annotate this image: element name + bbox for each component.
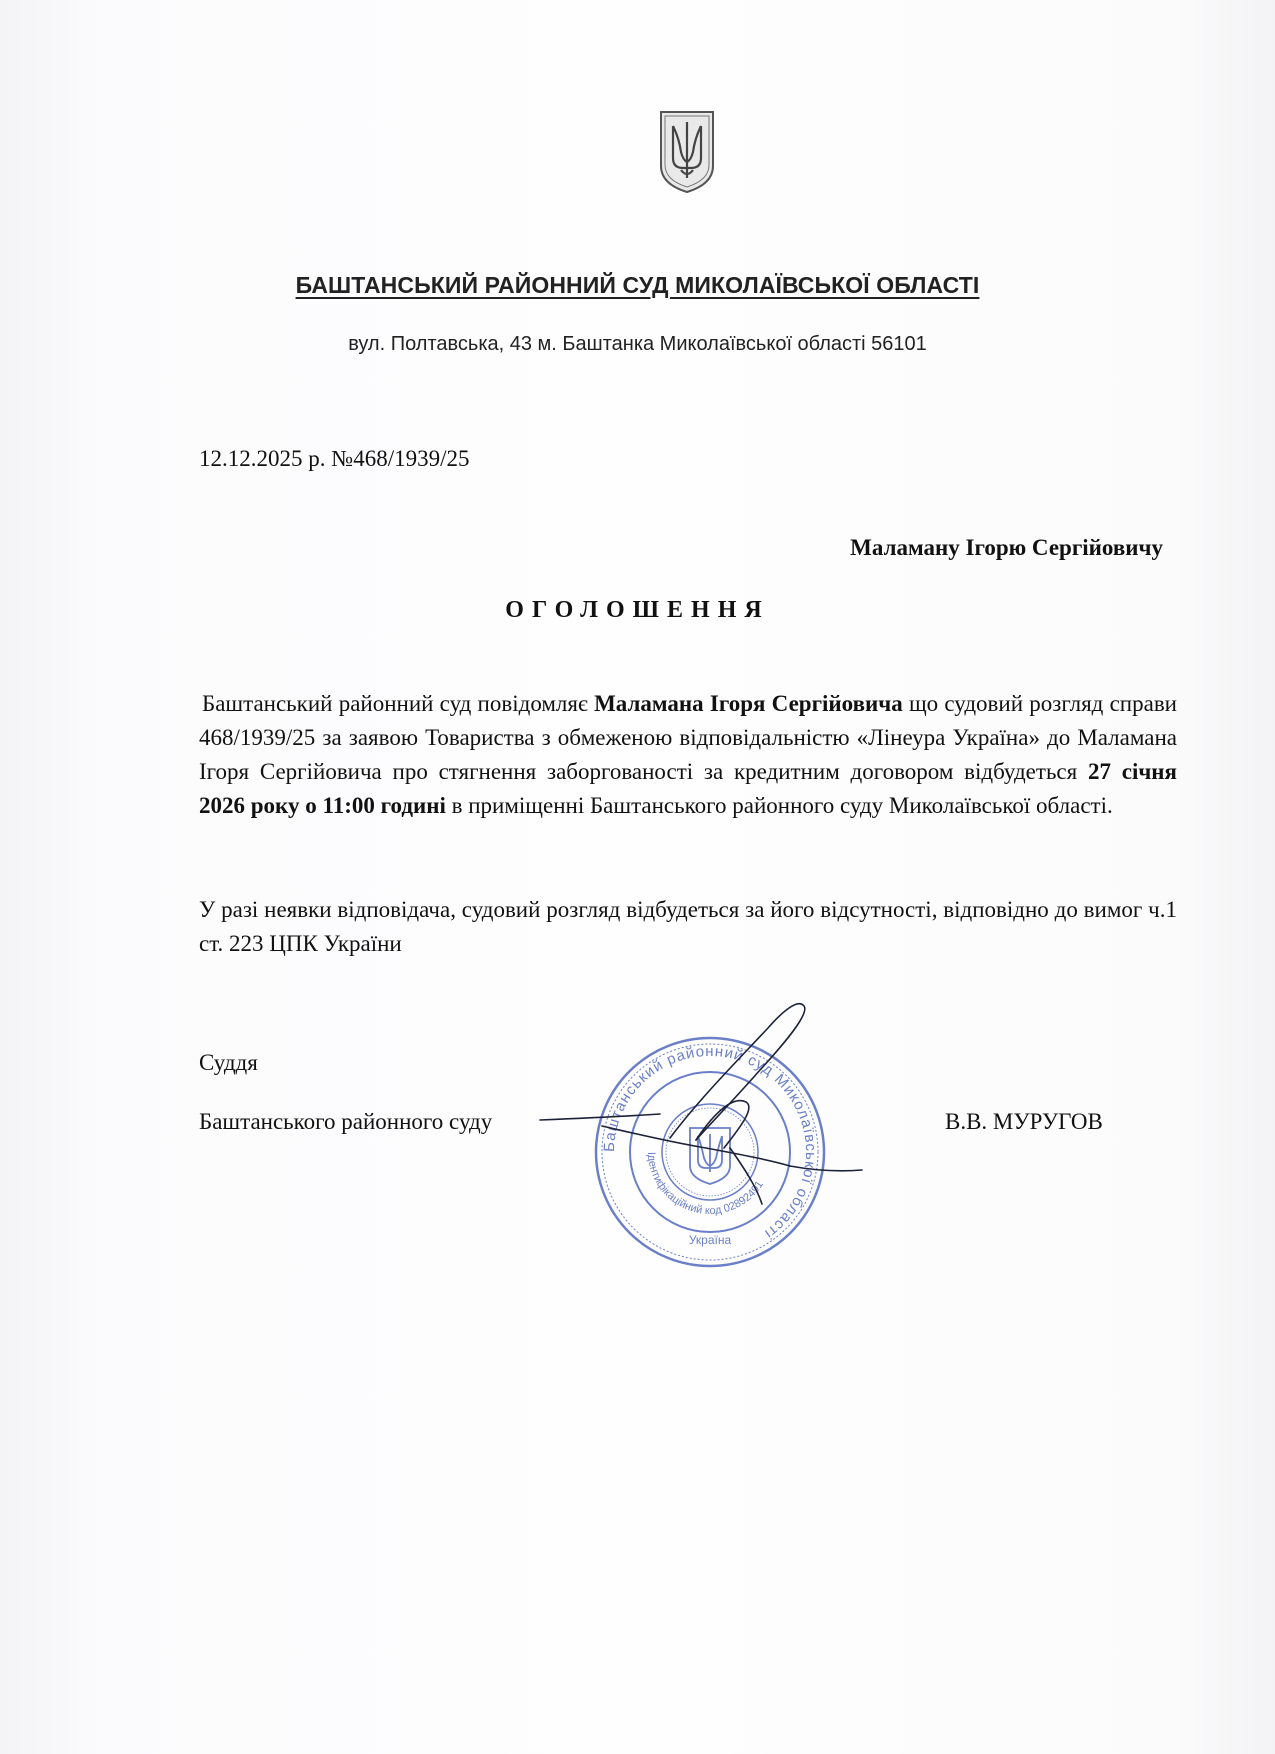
court-name-heading: БАШТАНСЬКИЙ РАЙОННИЙ СУД МИКОЛАЇВСЬКОЇ ОБЛАСТІ: [295, 272, 980, 298]
notice-title: ОГОЛОШЕННЯ: [505, 597, 770, 623]
notice-text: в приміщенні Баштанського районного суду Миколаївської області.: [445, 793, 1113, 818]
defendant-name-bold: Маламана Ігоря Сергійовича: [594, 691, 903, 716]
seal-inner-text: Ідентифікаційний код 02892491: [644, 1151, 766, 1218]
judge-title: Суддя: [199, 1050, 258, 1075]
notice-text: що судовий розгляд справи 468/1939/25 за заявою Товариства з обмеженою відповідальністю «Лінеура Україна» до Маламана Ігоря Сергійовича про стягнення заборгованості за кредитним договором відбудеться: [199, 691, 1177, 784]
notice-text: Баштанський районний суд повідомляє: [202, 691, 595, 716]
trident-coat-of-arms-icon: [657, 108, 717, 194]
notice-paragraph-1: [199, 687, 1177, 823]
addressee-name: Маламану Ігорю Сергійовичу: [850, 535, 1163, 560]
court-address: вул. Полтавська, 43 м. Баштанка Миколаївської області 56101: [348, 333, 927, 355]
judge-name: В.В. МУРУГОВ: [945, 1109, 1103, 1134]
seal-outer-text: Баштанський районний суд Миколаївської області: [600, 1042, 820, 1243]
judge-signature: [520, 998, 880, 1228]
seal-country-text: Україна: [688, 1233, 732, 1247]
notice-paragraph-2: У разі неявки відповідача, судовий розгляд відбудеться за його відсутності, відповідно до вимог ч.1 ст. 223 ЦПК України: [199, 897, 1177, 956]
hearing-datetime-bold: 27 січня 2026 року о 11:00 годині: [199, 759, 1178, 818]
date-and-reference-number: 12.12.2025 р. №468/1939/25: [199, 446, 470, 471]
judge-court: Баштанського районного суду: [199, 1109, 493, 1134]
